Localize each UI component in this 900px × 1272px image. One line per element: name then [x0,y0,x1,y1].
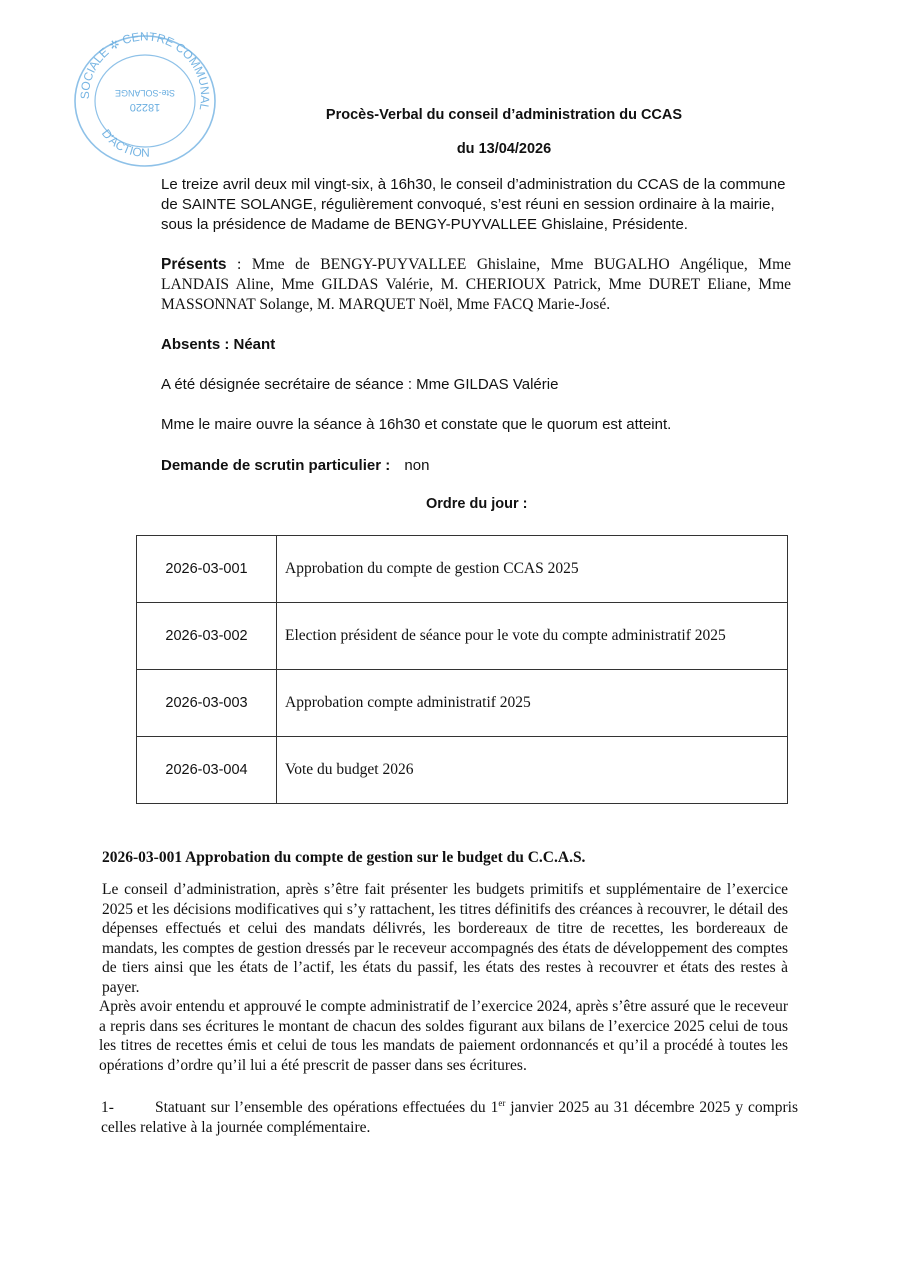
presents-separator: : [226,256,252,273]
scrutin-label: Demande de scrutin particulier : [161,457,391,474]
opening-line: Mme le maire ouvre la séance à 16h30 et constate que le quorum est atteint. [161,416,672,433]
secretary-line: A été désignée secrétaire de séance : Mme GILDAS Valérie [161,376,559,393]
section-paragraph-2: Après avoir entendu et approuvé le compte administratif de l’exercice 2024, après s’être assuré que le receveur a repris dans ses écritures le montant de chacun des soldes figurant aux bilans de l’exercice 2025 celui de tous les titres de recettes émis et celui de tous les mandats de paiement ordonnancés et qu’il a procédé à toutes les opérations d’ordre qu’il lui a été prescrit de passer dans ses écritures. [99,998,788,1074]
scrutin-line [161,456,791,476]
presents-list: Mme de BENGY-PUYVALLEE Ghislaine, Mme BUGALHO Angélique, Mme LANDAIS Aline, Mme GILDAS Valérie, M. CHERIOUX Patrick, Mme DURET Eliane, Mme MASSONNAT Solange, M. MARQUET Noël, Mme FACQ Marie-José. [161,256,791,313]
table-row [137,670,788,737]
svg-text:SOCIALE ✲ CENTRE COMMUNAL: SOCIALE ✲ CENTRE COMMUNAL [77,32,213,112]
agenda-label: Approbation compte administratif 2025 [277,670,788,737]
presents-label: Présents [161,256,227,273]
item-text-before: Statuant sur l’ensemble des opérations effectuées du 1 [155,1099,499,1116]
agenda-code: 2026-03-002 [137,603,277,670]
agenda-table [136,535,788,804]
svg-text:18220: 18220 [129,101,161,113]
scrutin-value: non [404,457,430,474]
document-title: Procès-Verbal du conseil d’administration du CCAS [325,107,683,123]
item-text-after: janvier 2025 au 31 décembre 2025 y compris celles relative à la journée complémentaire. [101,1099,798,1136]
section-item-1 [101,1098,798,1137]
item-superscript: er [498,1097,506,1108]
svg-text:D'ACTION: D'ACTION [98,126,150,160]
section-title: 2026-03-001 Approbation du compte de gestion sur le budget du C.C.A.S. [102,849,586,866]
agenda-code: 2026-03-004 [137,737,277,804]
table-row [137,536,788,603]
section-paragraph-1: Le conseil d’administration, après s’être fait présenter les budgets primitifs et supplémentaire de l’exercice 2025 et les décisions modificatives qui s’y rattachent, les titres définitifs des créances à recouvrer, le détail des dépenses effectués et celui des mandats délivrés, les bordereaux de titre de recettes, les bordereaux de mandats, les comptes de gestion dressés par le receveur accompagnés des états de développement des comptes de tiers ainsi que les états de l’actif, les états du passif, les états des restes à recouvrer et états des restes à payer. [102,881,788,996]
agenda-label: Vote du budget 2026 [277,737,788,804]
agenda-label: Election président de séance pour le vote du compte administratif 2025 [277,603,788,670]
table-row [137,603,788,670]
agenda-code: 2026-03-001 [137,536,277,603]
agenda-code: 2026-03-003 [137,670,277,737]
intro-paragraph: Le treize avril deux mil vingt-six, à 16h30, le conseil d’administration du CCAS de la commune de SAINTE SOLANGE, régulièrement convoqué, s’est réuni en session ordinaire à la mairie, sous la présidence de Madame de BENGY-PUYVALLEE Ghislaine, Présidente. [161,176,786,233]
absents-line: Absents : Néant [161,336,276,353]
agenda-label: Approbation du compte de gestion CCAS 2025 [277,536,788,603]
item-number: 1- [101,1099,114,1116]
agenda-title: Ordre du jour : [426,496,528,512]
presents-paragraph [161,255,791,315]
svg-text:Ste-SOLANGE: Ste-SOLANGE [114,88,176,98]
table-row [137,737,788,804]
document-date: du 13/04/2026 [456,141,552,157]
